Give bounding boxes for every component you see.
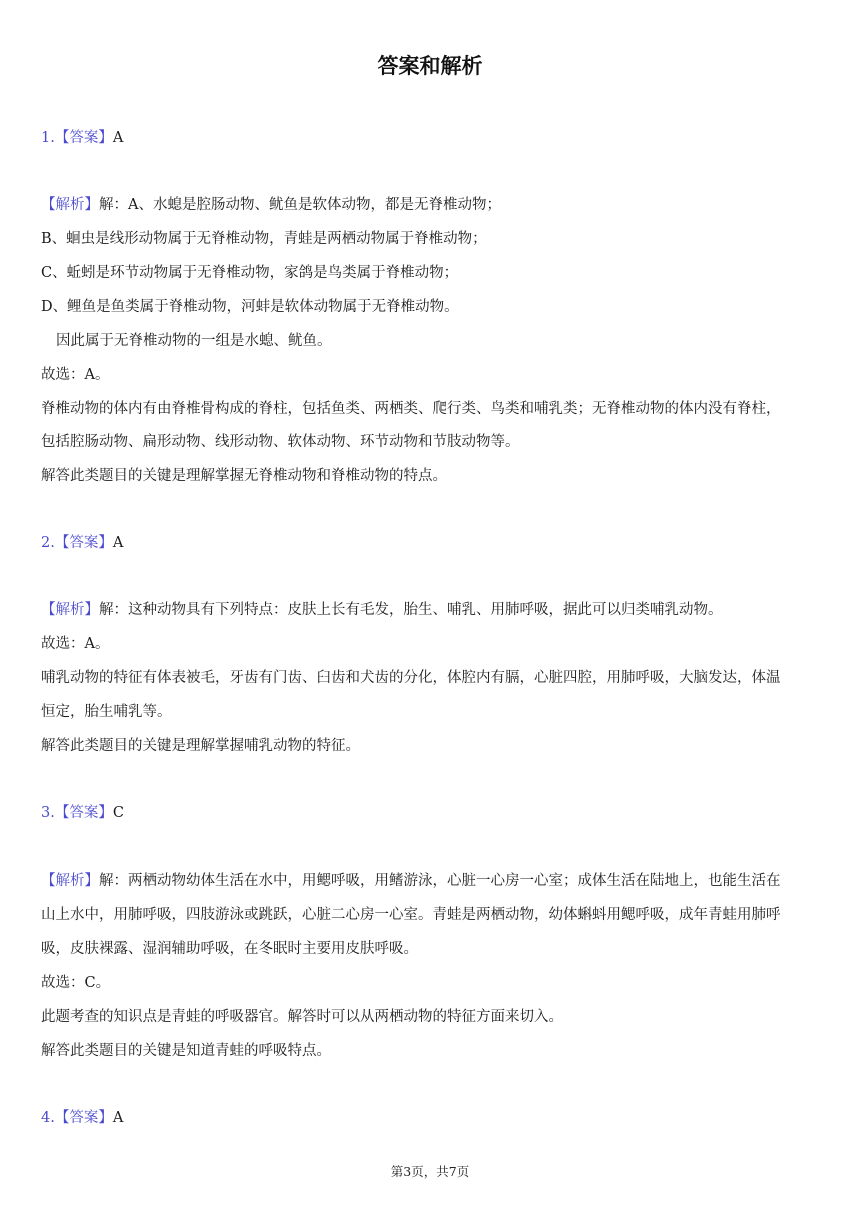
key-point-line: 解答此类题目的关键是理解掌握哺乳动物的特征。 bbox=[41, 738, 360, 754]
analysis-line bbox=[41, 600, 821, 620]
answer-line-4 bbox=[41, 1108, 821, 1128]
analysis-line bbox=[41, 195, 821, 215]
answer-value: A bbox=[112, 130, 124, 146]
analysis-line: C、蚯蚓是环节动物属于无脊椎动物，家鸽是鸟类属于脊椎动物； bbox=[41, 265, 459, 281]
analysis-text: 解：A、水螅是腔肠动物、鱿鱼是软体动物，都是无脊椎动物； bbox=[99, 197, 501, 213]
answer-line-2 bbox=[41, 533, 821, 553]
key-point-line: 解答此类题目的关键是理解掌握无脊椎动物和脊椎动物的特点。 bbox=[41, 468, 447, 484]
analysis-tag: 【解析】 bbox=[41, 602, 99, 618]
answer-value: C bbox=[112, 805, 124, 821]
question-number: 2. bbox=[41, 535, 55, 551]
explanation-line: 包括腔肠动物、扁形动物、线形动物、软体动物、环节动物和节肢动物等。 bbox=[41, 434, 520, 450]
analysis-line: 吸，皮肤裸露、湿润辅助呼吸，在冬眠时主要用皮肤呼吸。 bbox=[41, 941, 418, 957]
answer-line-1 bbox=[41, 128, 821, 148]
explanation-line: 恒定，胎生哺乳等。 bbox=[41, 704, 172, 720]
question-number: 4. bbox=[41, 1110, 55, 1126]
answer-tag: 【答案】 bbox=[54, 535, 113, 551]
page-title: 答案和解析 bbox=[377, 54, 483, 78]
analysis-text: 解：这种动物具有下列特点：皮肤上长有毛发，胎生、哺乳、用肺呼吸，据此可以归类哺乳动物。 bbox=[99, 602, 723, 618]
answer-value: A bbox=[112, 535, 124, 551]
question-number: 1. bbox=[41, 130, 55, 146]
analysis-line bbox=[41, 871, 821, 891]
analysis-tag: 【解析】 bbox=[41, 197, 99, 213]
page-footer: 第3页，共7页 bbox=[390, 1164, 470, 1179]
choice-line: 故选：A。 bbox=[41, 636, 110, 652]
answer-value: A bbox=[112, 1110, 124, 1126]
explanation-line: 哺乳动物的特征有体表被毛，牙齿有门齿、臼齿和犬齿的分化，体腔内有膈，心脏四腔，用肺呼吸，大脑发达，体温 bbox=[41, 670, 781, 686]
explanation-line: 脊椎动物的体内有由脊椎骨构成的脊柱，包括鱼类、两栖类、爬行类、鸟类和哺乳类；无脊椎动物的体内没有脊柱， bbox=[41, 401, 781, 417]
question-number: 3. bbox=[41, 805, 55, 821]
key-point-line: 解答此类题目的关键是知道青蛙的呼吸特点。 bbox=[41, 1043, 331, 1059]
analysis-tag: 【解析】 bbox=[41, 873, 99, 889]
explanation-line: 此题考查的知识点是青蛙的呼吸器官。解答时可以从两栖动物的特征方面来切入。 bbox=[41, 1009, 563, 1025]
analysis-line: 因此属于无脊椎动物的一组是水螅、鱿鱼。 bbox=[56, 333, 332, 349]
analysis-line: B、蛔虫是线形动物属于无脊椎动物，青蛙是两栖动物属于脊椎动物； bbox=[41, 231, 487, 247]
answer-line-3 bbox=[41, 803, 821, 823]
analysis-line: D、鲤鱼是鱼类属于脊椎动物，河蚌是软体动物属于无脊椎动物。 bbox=[41, 299, 459, 315]
answer-tag: 【答案】 bbox=[54, 130, 113, 146]
choice-line: 故选：A。 bbox=[41, 367, 110, 383]
answer-tag: 【答案】 bbox=[54, 805, 113, 821]
choice-line: 故选：C。 bbox=[41, 975, 111, 991]
analysis-text: 解：两栖动物幼体生活在水中，用鳃呼吸，用鳍游泳，心脏一心房一心室；成体生活在陆地上，也能生活在 bbox=[99, 873, 781, 889]
analysis-line: 山上水中，用肺呼吸，四肢游泳或跳跃，心脏二心房一心室。青蛙是两栖动物，幼体蝌蚪用鳃呼吸，成年青蛙用肺呼 bbox=[41, 907, 781, 923]
answer-tag: 【答案】 bbox=[54, 1110, 113, 1126]
